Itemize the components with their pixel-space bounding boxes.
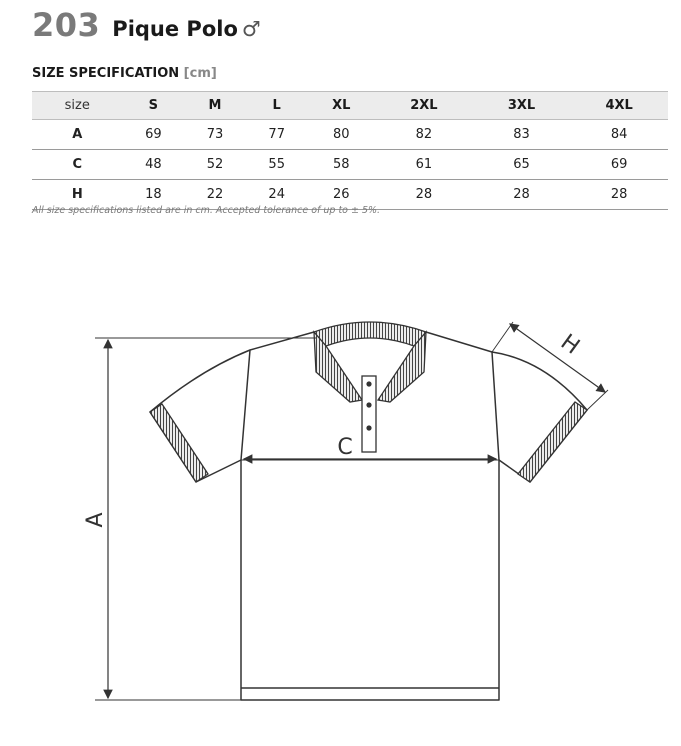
column-header: size — [32, 92, 123, 120]
button-icon — [366, 402, 371, 407]
table-cell: 28 — [473, 180, 571, 210]
table-cell: 80 — [308, 120, 376, 150]
table-cell: 55 — [246, 150, 308, 180]
row-label: C — [32, 150, 123, 180]
table-cell: 28 — [570, 180, 668, 210]
product-name: Pique Polo — [112, 17, 238, 41]
table-cell: 18 — [123, 180, 185, 210]
table-cell: 69 — [570, 150, 668, 180]
table-cell: 24 — [246, 180, 308, 210]
table-cell: 83 — [473, 120, 571, 150]
column-header: 3XL — [473, 92, 571, 120]
button-icon — [366, 381, 371, 386]
table-cell: 73 — [184, 120, 246, 150]
table-cell: 58 — [308, 150, 376, 180]
column-header: S — [123, 92, 185, 120]
column-header: L — [246, 92, 308, 120]
column-header: 4XL — [570, 92, 668, 120]
measure-a — [95, 338, 316, 700]
male-icon: ♂ — [241, 17, 261, 41]
row-label: H — [32, 180, 123, 210]
table-cell: 61 — [375, 150, 473, 180]
table-cell: 26 — [308, 180, 376, 210]
size-spec-label: SIZE SPECIFICATION — [32, 66, 180, 81]
column-header: XL — [308, 92, 376, 120]
table-cell: 52 — [184, 150, 246, 180]
left-cuff — [150, 404, 208, 482]
product-code: 203 — [32, 6, 101, 44]
column-header: M — [184, 92, 246, 120]
placket — [362, 376, 376, 452]
table-cell: 48 — [123, 150, 185, 180]
measure-h — [492, 322, 608, 410]
label-c: C — [337, 435, 353, 460]
table-cell: 82 — [375, 120, 473, 150]
size-spec-unit: [cm] — [183, 66, 217, 81]
row-label: A — [32, 120, 123, 150]
table-cell: 28 — [375, 180, 473, 210]
label-h: H — [555, 329, 584, 360]
table-cell: 65 — [473, 150, 571, 180]
tolerance-note: All size specifications listed are in cm. Accepted tolerance of up to ± 5%. — [32, 205, 381, 216]
table-cell: 69 — [123, 120, 185, 150]
table-cell: 77 — [246, 120, 308, 150]
table-cell: 22 — [184, 180, 246, 210]
column-header: 2XL — [375, 92, 473, 120]
right-cuff — [518, 402, 587, 482]
button-icon — [366, 425, 371, 430]
label-a: A — [83, 512, 108, 528]
table-cell: 84 — [570, 120, 668, 150]
